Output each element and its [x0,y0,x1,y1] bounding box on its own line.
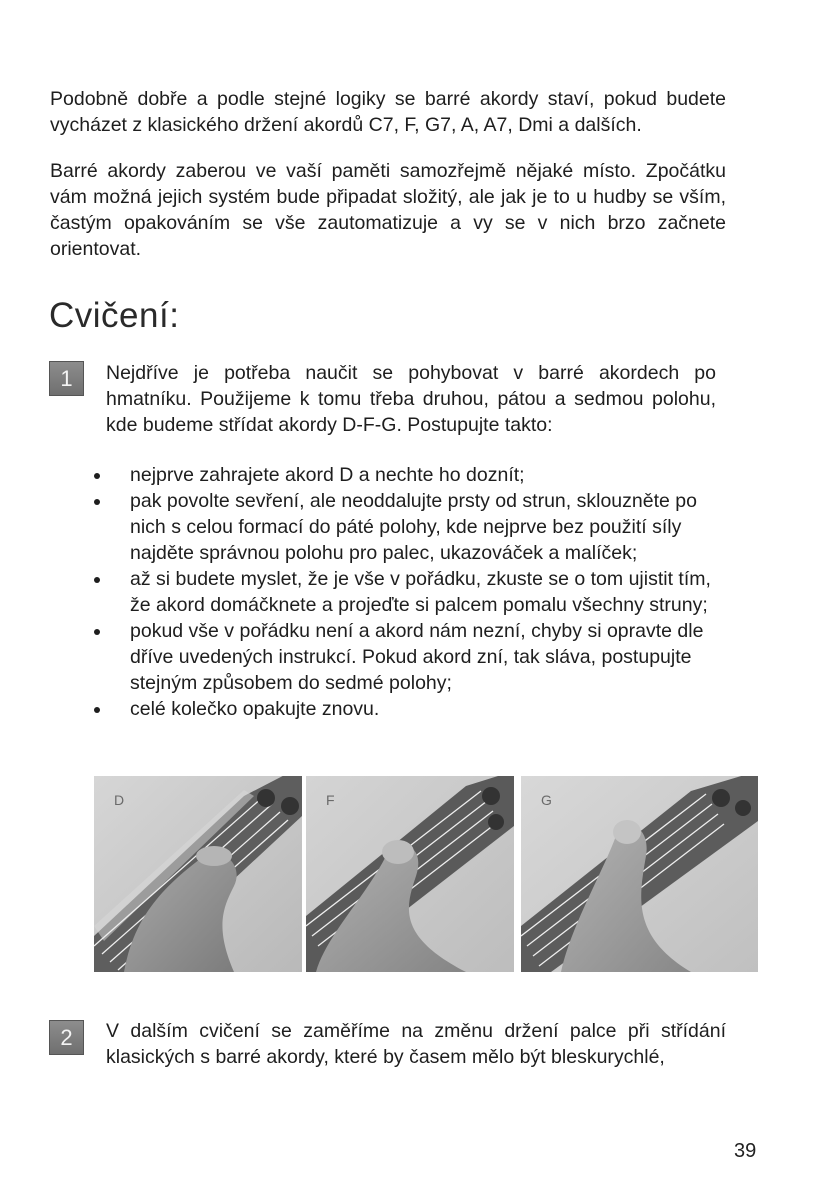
exercise-number-badge: 2 [49,1020,84,1055]
chord-label: G [541,792,552,808]
list-item [86,462,728,488]
chord-photo-strip [94,776,758,972]
bullet-icon [94,707,100,713]
section-heading: Cvičení: [49,296,180,335]
list-item [86,618,728,696]
exercise-1-text: Nejdříve je potřeba naučit se pohybovat v barré akordech po hmatníku. Použijeme k tomu třeba druhou, pátou a sedmou polohu, kde budeme střídat akordy D-F-G. Postupujte takto: [106,362,716,436]
bullet-icon [94,629,100,635]
ukulele-hand-photo-icon [521,776,758,972]
ukulele-hand-photo-icon [94,776,302,972]
bullet-icon [94,499,100,505]
chord-photo-f [306,776,514,972]
exercise-number-badge: 1 [49,361,84,396]
list-item-text: celé kolečko opakujte znovu. [130,698,380,720]
list-item [86,488,728,566]
bullet-icon [94,473,100,479]
chord-photo-g [521,776,758,972]
list-item [86,566,728,618]
intro-paragraph-1: Podobně dobře a podle stejné logiky se barré akordy staví, pokud budete vycházet z klasického držení akordů C7, F, G7, A, A7, Dmi a dalších. [50,88,726,136]
chord-photo-d [94,776,302,972]
chord-label: F [326,792,335,808]
ukulele-hand-photo-icon [306,776,514,972]
page-number: 39 [734,1140,757,1162]
bullet-icon [94,577,100,583]
chord-label: D [114,792,125,808]
intro-paragraph-2: Barré akordy zaberou ve vaší paměti samozřejmě nějaké místo. Zpočátku vám možná jejich systém bude připadat složitý, ale jak je to u hudby se vším, častým opakováním se vše zautomatizuje a vy se v nich brzo začnete orientovat. [50,160,726,260]
list-item-text: pokud vše v pořádku není a akord nám nezní, chyby si opravte dle dříve uvedených instrukcí. Pokud akord zní, tak sláva, postupujte stejným způsobem do sedmé polohy; [130,620,704,694]
list-item-text: pak povolte sevření, ale neoddalujte prsty od strun, sklouzněte po nich s celou formací do páté polohy, kde nejprve bez použití síly najděte správnou polohu pro palec, ukazováček a malíček; [130,490,697,564]
list-item-text: až si budete myslet, že je vše v pořádku, zkuste se o tom ujistit tím, že akord domáčknete a projeďte si palcem pomalu všechny struny; [130,568,711,616]
list-item-text: nejprve zahrajete akord D a nechte ho doznít; [130,464,525,486]
list-item [86,696,728,722]
exercise-1-steps [86,462,728,722]
exercise-2-text: V dalším cvičení se zaměříme na změnu držení palce při střídání klasických s barré akordy, které by časem mělo být bleskurychlé, [106,1020,726,1068]
